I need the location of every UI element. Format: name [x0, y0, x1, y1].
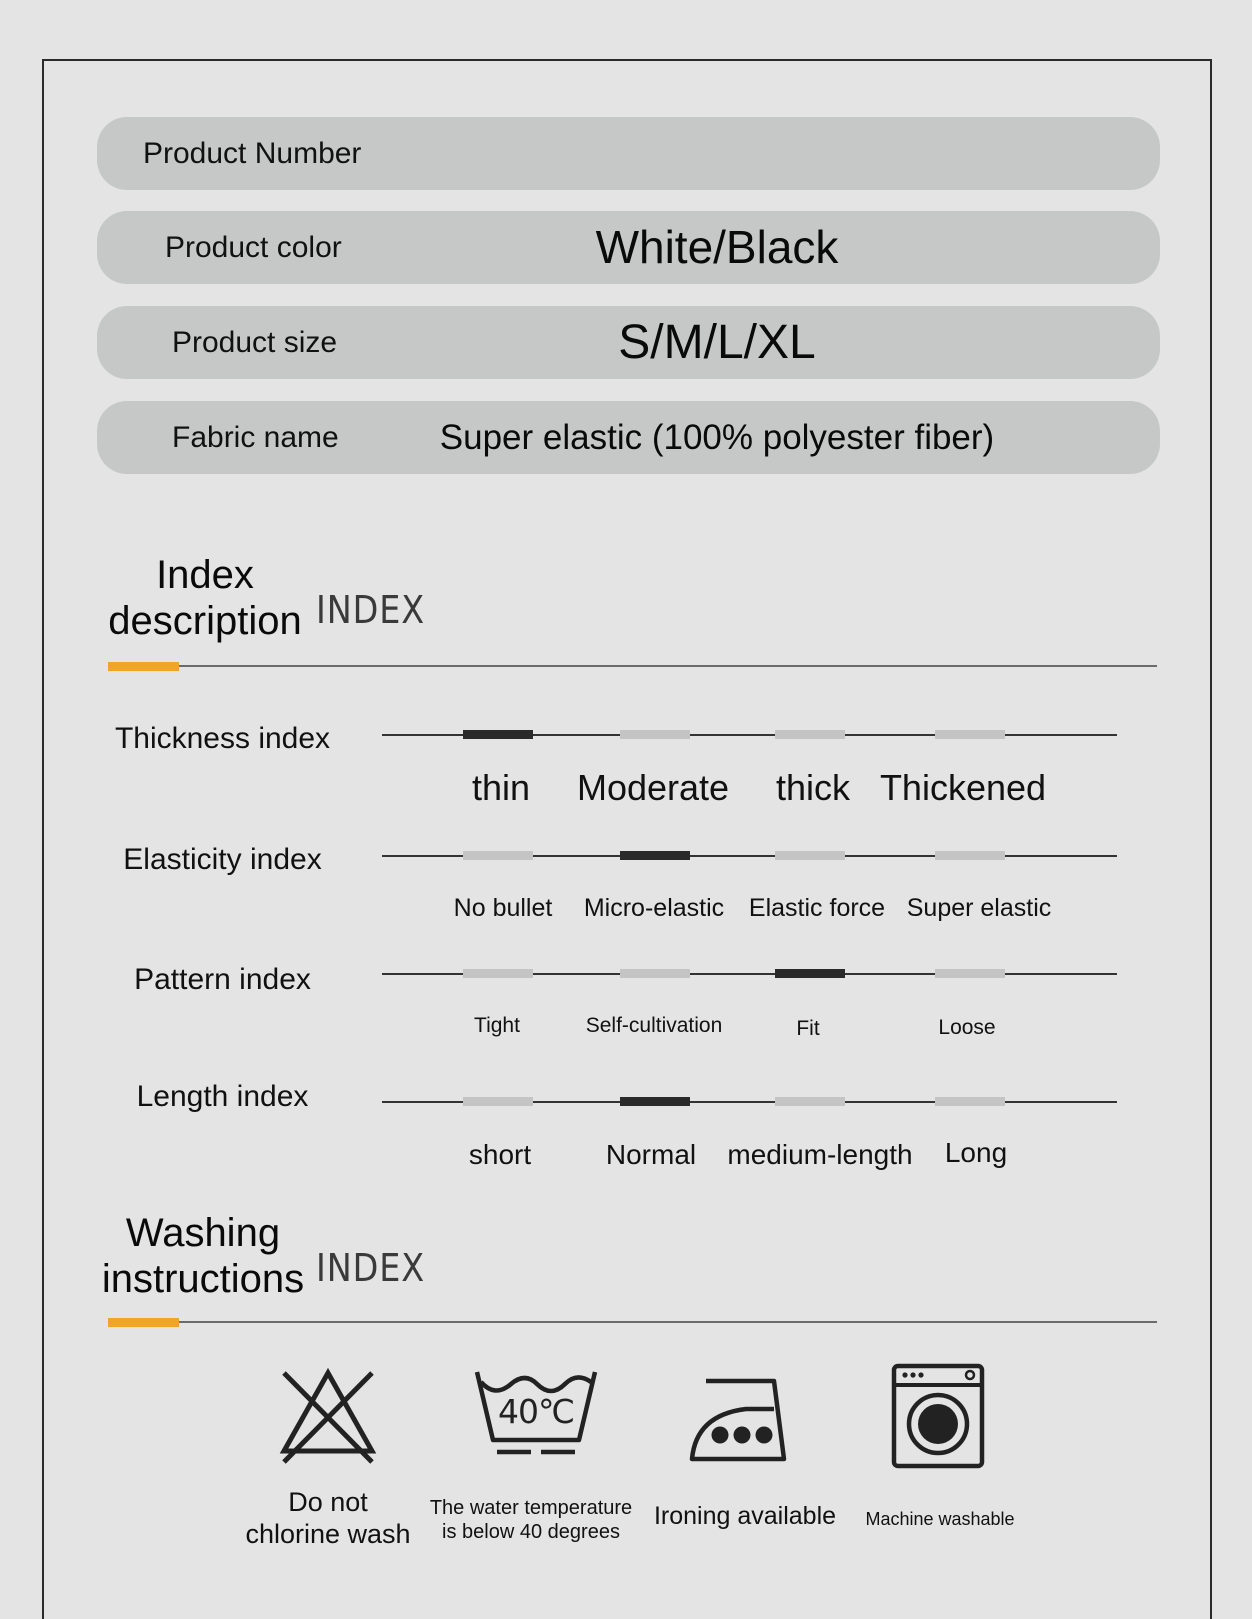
length-opt-short: short: [468, 1139, 532, 1170]
index-title-line2: description: [108, 599, 302, 643]
length-scale: [382, 1101, 1117, 1103]
pattern-seg-self-cultivation: [620, 969, 690, 978]
pattern-opt-loose: Loose: [938, 1016, 996, 1039]
length-seg-normal: [620, 1097, 690, 1106]
length-seg-short: [463, 1097, 533, 1106]
index-section-title: [100, 552, 310, 644]
washing-divider-accent: [108, 1318, 179, 1327]
washing-section-title: [92, 1210, 314, 1302]
pattern-opt-self-cultivation: Self-cultivation: [585, 1014, 723, 1037]
length-opt-normal: Normal: [605, 1139, 697, 1170]
water-temperature-label: [430, 1496, 632, 1544]
no-chlorine-bleach-icon: [278, 1367, 378, 1472]
thickness-seg-thickened: [935, 730, 1005, 739]
product-color-value: White/Black: [595, 221, 839, 273]
no-chlorine-label-line2: chlorine wash: [245, 1519, 411, 1549]
elasticity-index-label: Elasticity index: [123, 843, 322, 876]
wash-40-degrees-icon: [473, 1368, 599, 1477]
water-temperature-label-line2: is below 40 degrees: [442, 1521, 620, 1543]
thickness-index-label: Thickness index: [114, 722, 331, 755]
elasticity-scale: [382, 855, 1117, 857]
washing-divider: [108, 1321, 1157, 1323]
no-chlorine-label: [245, 1486, 410, 1550]
pattern-index-label: Pattern index: [134, 963, 311, 996]
elasticity-seg-super-elastic: [935, 851, 1005, 860]
washing-title-line1: Washing: [125, 1211, 281, 1255]
wash-temperature-badge: 40℃: [497, 1392, 575, 1431]
content-frame: [42, 59, 1212, 1619]
length-seg-long: [935, 1097, 1005, 1106]
thickness-opt-thickened: Thickened: [879, 767, 1047, 808]
product-size-value: S/M/L/XL: [618, 316, 816, 369]
index-divider: [108, 665, 1157, 667]
thickness-seg-thin: [463, 730, 533, 739]
washing-title-line2: instructions: [101, 1257, 305, 1301]
pattern-opt-fit: Fit: [796, 1017, 820, 1040]
iron-icon: [688, 1375, 794, 1470]
thickness-opt-moderate: Moderate: [576, 767, 730, 808]
elasticity-seg-no-bullet: [463, 851, 533, 860]
product-number-value: [477, 117, 957, 190]
elasticity-opt-no-bullet: No bullet: [453, 894, 553, 922]
ironing-label: Ironing available: [653, 1502, 837, 1530]
product-color-row: [97, 211, 1160, 284]
index-section-subtitle: INDEX: [316, 588, 426, 632]
fabric-name-value: Super elastic (100% polyester fiber): [439, 418, 995, 457]
thickness-seg-moderate: [620, 730, 690, 739]
product-size-row: [97, 306, 1160, 379]
length-opt-medium-length: medium-length: [727, 1139, 913, 1170]
pattern-scale: [382, 973, 1117, 975]
index-divider-accent: [108, 662, 179, 671]
water-temperature-label-line1: The water temperature: [429, 1497, 633, 1519]
length-index-label: Length index: [136, 1080, 309, 1113]
pattern-seg-fit: [775, 969, 845, 978]
fabric-name-label: Fabric name: [172, 421, 339, 454]
elasticity-seg-micro-elastic: [620, 851, 690, 860]
pattern-opt-tight: Tight: [474, 1014, 520, 1037]
index-title-line1: Index: [156, 553, 254, 597]
pattern-seg-loose: [935, 969, 1005, 978]
washing-section-subtitle: INDEX: [316, 1246, 426, 1290]
product-size-label: Product size: [172, 326, 338, 359]
elasticity-opt-super-elastic: Super elastic: [906, 894, 1052, 922]
thickness-scale: [382, 734, 1117, 736]
thickness-opt-thick: thick: [775, 767, 851, 808]
fabric-name-row: [97, 401, 1160, 474]
length-seg-medium-length: [775, 1097, 845, 1106]
product-number-label: Product Number: [143, 137, 362, 170]
machine-washable-label: Machine washable: [865, 1509, 1015, 1529]
product-number-row: [97, 117, 1160, 190]
thickness-seg-thick: [775, 730, 845, 739]
elasticity-opt-micro-elastic: Micro-elastic: [583, 894, 725, 922]
elasticity-opt-elastic-force: Elastic force: [748, 894, 886, 922]
length-opt-long: Long: [944, 1137, 1008, 1168]
product-color-label: Product color: [165, 231, 342, 264]
no-chlorine-label-line1: Do not: [288, 1487, 368, 1517]
thickness-opt-thin: thin: [471, 767, 531, 808]
pattern-seg-tight: [463, 969, 533, 978]
washing-machine-icon: [891, 1363, 985, 1474]
elasticity-seg-elastic-force: [775, 851, 845, 860]
